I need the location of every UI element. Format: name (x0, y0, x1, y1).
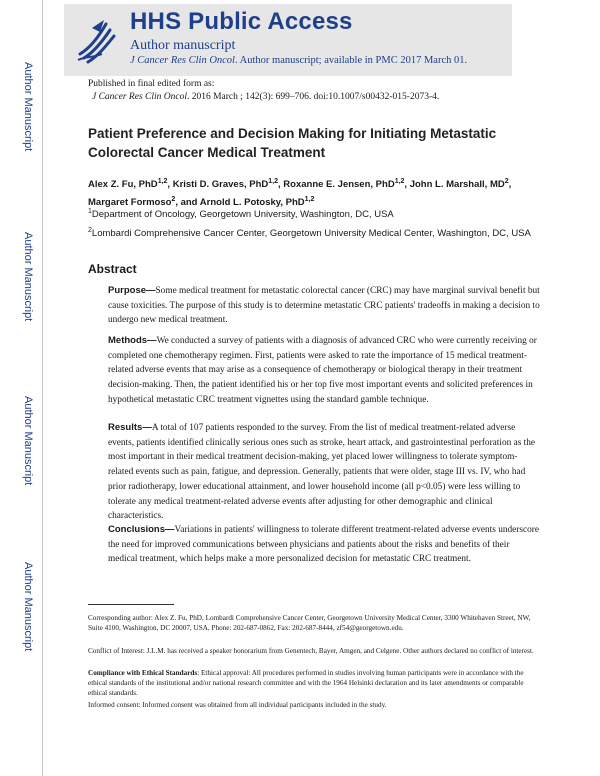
affiliation-1 (88, 205, 538, 222)
author-affiliation: 2 (171, 196, 176, 204)
conclusions-text: Variations in patients' willingness to tolerate different treatment-related adverse events underscore the need for improved communications between physicians and patients about the risks and benefits of their medical treatment, which helps make a more personalized decision for metastatic CRC treatment. (108, 525, 539, 565)
author-name: Roxanne E. Jensen, PhD (283, 179, 395, 191)
author-name: Kristi D. Graves, PhD (172, 179, 269, 191)
author-affiliation: 1,2 (157, 178, 168, 185)
author-name: Margaret Formoso (88, 197, 172, 209)
sidebar-divider (42, 0, 43, 776)
citation-journal: J Cancer Res Clin Oncol (92, 92, 187, 102)
author-name: John L. Marshall, MD (409, 179, 505, 191)
banner-subtitle: Author manuscript (130, 38, 236, 53)
author-affiliation: 1,2 (268, 178, 278, 185)
sidebar-label: Author Manuscript (22, 62, 34, 152)
footnote-divider (88, 604, 174, 605)
affiliation-2 (88, 224, 538, 241)
purpose-text: Some medical treatment for metastatic colorectal cancer (CRC) may have marginal survival benefit but cause toxicities. The purpose of this study is to determine metastatic CRC patients' tradeoffs in making a decision to undergo new medical treatment. (108, 286, 540, 326)
footnote-conflict: Conflict of Interest: J.L.M. has received a speaker honorarium from Genentech, Bayer, Amgen, and Celgene. Other authors declared no conflict of interest. (88, 647, 534, 655)
author-affiliation: 2 (504, 178, 509, 185)
published-label: Published in final edited form as: (88, 79, 215, 89)
banner-journal: J Cancer Res Clin Oncol (130, 55, 235, 66)
footnote-compliance (88, 668, 538, 699)
citation-details: . 2016 March ; 142(3): 699–706. doi:10.1007/s00432-015-2073-4. (186, 92, 440, 102)
compliance-text: : Ethical approval: All procedures performed in studies involving human participants were in accordance with the ethical standards of the institutional and/or national research committee and with the 1964 Helsinki declaration and its later amendments or comparable ethical standards. (88, 669, 524, 698)
author-separator: , (167, 179, 173, 191)
author-separator: , (404, 179, 410, 191)
conclusions-label: Conclusions— (108, 524, 175, 535)
affiliation-text: Lombardi Comprehensive Cancer Center, Georgetown University Medical Center, Washington, DC, USA (91, 228, 531, 240)
methods-label: Methods— (108, 335, 157, 346)
affiliation-number: 2 (88, 227, 92, 234)
conclusions-paragraph (108, 523, 540, 567)
author-affiliation: 1,2 (304, 196, 315, 204)
compliance-label: Compliance with Ethical Standards (88, 669, 198, 677)
availability-line (130, 55, 467, 66)
author-name: Alex Z. Fu, PhD (88, 179, 158, 191)
author-affiliation: 1,2 (394, 178, 405, 185)
published-info (88, 78, 439, 104)
author-manuscript-sidebar (0, 0, 44, 776)
results-paragraph (108, 421, 540, 524)
author-separator: , (508, 179, 512, 191)
footnote-consent: Informed consent: Informed consent was obtained from all individual participants included in the study. (88, 701, 387, 709)
footnote-corresponding: Corresponding author: Alex Z. Fu, PhD, Lombardi Comprehensive Cancer Center, Georgetown University Medical Center, 3300 Whitehaven Street, NW, Suite 4100, Washington, DC 20007, USA, Phone: 202-687-0862, Fax: 202-687-8444, zf54@georgetown.edu. (88, 614, 531, 633)
published-citation (88, 91, 439, 104)
purpose-label: Purpose— (108, 285, 156, 296)
results-label: Results— (108, 422, 152, 433)
sidebar-label: Author Manuscript (22, 396, 34, 486)
author-separator: , (278, 179, 284, 191)
author-name: Arnold L. Potosky, PhD (199, 197, 305, 209)
affiliation-number: 1 (88, 208, 92, 215)
author-separator: , and (175, 197, 200, 209)
results-text: A total of 107 patients responded to the survey. From the list of medical treatment-related adverse events, patients identified clinically serious ones such as stroke, heart attack, and gastrointestinal perforation as the most important in their medical treatment decision-making, yet placed lower willingness to tolerate symptom-related events such as pain, fatigue, and depression. Generally, patients that were older, stage III vs. IV, who had prior radiotherapy, lower educational attainment, and lower household income (all p<0.05) were less willing to tolerate any medical treatment-related adverse events after adjusting for other demographic and clinical characteristics. (108, 423, 536, 522)
availability-text: . Author manuscript; available in PMC 2017 March 01. (234, 55, 468, 66)
sidebar-label: Author Manuscript (22, 562, 34, 652)
hhs-eagle-logo-icon (72, 14, 120, 66)
abstract-heading: Abstract (88, 262, 137, 276)
sidebar-label: Author Manuscript (22, 232, 34, 322)
hhs-banner (64, 4, 512, 76)
banner-title: HHS Public Access (130, 8, 353, 35)
methods-paragraph (108, 334, 540, 408)
affiliation-text: Department of Oncology, Georgetown University, Washington, DC, USA (91, 209, 394, 221)
purpose-paragraph (108, 284, 540, 328)
methods-text: We conducted a survey of patients with a diagnosis of advanced CRC who were currently receiving or completed one chemotherapy regimen. First, patients were asked to rate the importance of 15 medical treatment-related adverse events that may arise as a consequence of chemotherapy or biological therapy in their treatment decision-making. Then, the patient identified his or her top five most important events and solicited preferences in hypothetical metastatic CRC treatment vignettes using the standard gamble technique. (108, 336, 537, 405)
article-title: Patient Preference and Decision Making for Initiating Metastatic Colorectal Cancer Medical Treatment (88, 126, 497, 160)
